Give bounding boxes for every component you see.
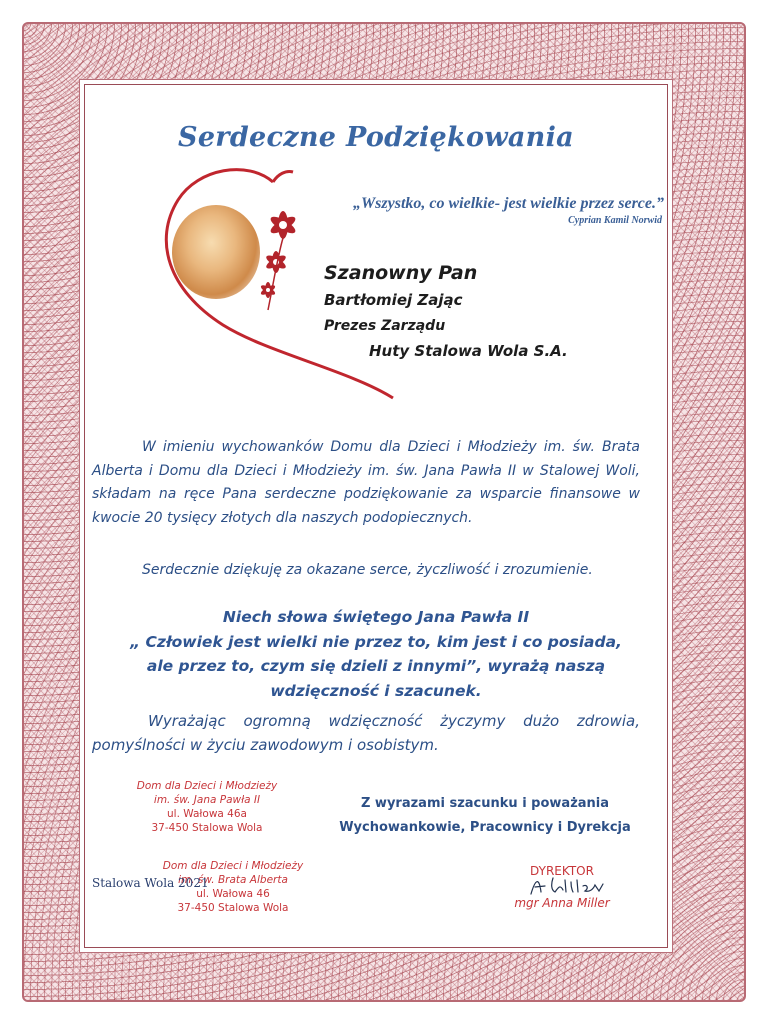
stamp-line: ul. Wałowa 46a — [167, 808, 247, 820]
thanks-paragraph: W imieniu wychowanków Domu dla Dzieci i Młodzieży im. św. Brata Alberta i Domu dla Dzieci i Młodzieży im. św. Jana Pawła II w Stalowej Woli, składam na ręce Pana serdeczne podziękowanie za wsparcie finansowe w kwocie 20 tysięcy złotych dla naszych podopiecznych. — [92, 439, 640, 526]
recipient-salutation: Szanowny Pan — [324, 262, 478, 284]
stamp-line: 37-450 Stalowa Wola — [151, 822, 263, 834]
recipient-position: Prezes Zarządu — [324, 318, 446, 334]
stamp-line: im. św. Jana Pawła II — [153, 794, 261, 806]
director-title-stamp: DYREKTOR — [530, 864, 594, 878]
wishes-paragraph: Wyrażając ogromną wdzięczność życzymy dużo zdrowia, pomyślności w życiu zawodowym i osobistym. — [92, 712, 640, 754]
stamp-address-jan-pawel — [122, 779, 292, 835]
pope-quote-block — [84, 605, 668, 703]
saint-portrait-image — [172, 205, 260, 299]
pope-quote-line-4: wdzięczność i szacunek. — [270, 681, 482, 700]
closing-line-2: Wychowankowie, Pracownicy i Dyrekcja — [339, 820, 631, 835]
closing-line-1: Z wyrazami szacunku i poważania — [360, 796, 610, 811]
stamp-line: im. św. Brata Alberta — [178, 874, 288, 886]
pope-quote-line-2: „ Człowiek jest wielki nie przez to, kim jest i co posiada, — [130, 632, 622, 651]
recipient-name: Bartłomiej Zając — [324, 291, 463, 309]
pope-quote-line-1: Niech słowa świętego Jana Pawła II — [222, 608, 530, 626]
stamp-line: Dom dla Dzieci i Młodzieży — [136, 780, 278, 792]
director-name-stamp: mgr Anna Miller — [514, 896, 610, 910]
certificate-title: Serdeczne Podziękowania — [178, 122, 574, 153]
place-date: Stalowa Wola 2021 — [92, 876, 209, 890]
stamp-line: Dom dla Dzieci i Młodzieży — [162, 860, 304, 872]
stamp-line: 37-450 Stalowa Wola — [177, 902, 289, 914]
gratitude-paragraph: Serdecznie dziękuję za okazane serce, życzliwość i zrozumienie. — [142, 562, 593, 578]
recipient-company: Huty Stalowa Wola S.A. — [369, 342, 568, 360]
stamp-line: ul. Wałowa 46 — [196, 888, 270, 900]
pope-quote-line-3: ale przez to, czym się dzieli z innymi”, wyrażą naszą — [146, 657, 606, 675]
motto-author: Cyprian Kamil Norwid — [568, 215, 662, 226]
motto-quote: „Wszystko, co wielkie- jest wielkie przez serce.” — [352, 195, 664, 212]
